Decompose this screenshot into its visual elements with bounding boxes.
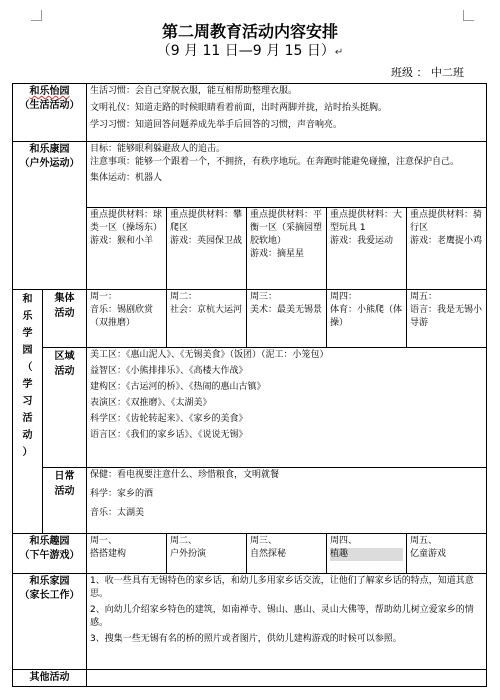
row-afternoon [13,534,487,574]
section-life-title: 和乐怡园 （生活活动） [13,84,87,142]
other-content [87,670,487,687]
row-learning-area [13,348,487,468]
family-line: 3、搜集一些无锡有名的桥的照片或者图片，供幼儿建构游戏的时候可以参照。 [90,634,402,644]
outdoor-info [87,142,487,208]
group-day-cell: 周四： 体育：小熊爬（体操） [327,290,407,348]
group-day-cell: 周五： 语言：我是无锡小导游 [407,290,487,348]
area-content [87,348,487,468]
daily-line: 科学：家乡的酒 [90,489,154,499]
class-label: 班级 ： 中二班 [391,66,464,79]
area-line: 科学区：《齿轮转起来》、《家乡的美食》 [90,414,248,424]
row-learning-group [13,290,487,348]
area-line: 表演区：《双推磨》、《太湖美》 [90,398,212,408]
page-title: 第二周教育活动内容安排 [161,22,338,41]
afternoon-day-cell: 周二、 户外扮演 [167,534,247,574]
daily-line: 音乐：太湖美 [90,508,145,518]
row-outdoor-info [13,142,487,208]
outdoor-station: 重点提供材料：大型玩具 1 游戏：我爱运动 [327,208,407,290]
row-family [13,574,487,670]
outdoor-goal: 目标：能够眼利躲避敌人的追击。 [90,144,226,154]
margin-corner-mark-right [463,10,474,21]
area-line: 建构区：《古运河的桥》、《热闹的惠山古镇》 [90,382,266,392]
section-afternoon-title: 和乐趣园 （下午游戏） [13,534,87,574]
area-line: 美工区：《惠山泥人》、《无锡美食》（饭团）（泥工：小笼包） [90,350,329,360]
margin-corner-mark-left [31,10,42,21]
group-day-cell: 周一： 音乐：锡剧欣赏（双推磨） [87,290,167,348]
family-content [87,574,487,670]
outdoor-station: 重点提供材料：攀爬区 游戏：英园保卫战 [167,208,247,290]
area-line: 语言区：《我们的家乡话》、《说说无锡》 [90,430,248,440]
life-line: 学习习惯：知道回答问题养成先举手后回答的习惯，声音响亮。 [90,120,343,130]
afternoon-day-cell: 周一、 搭搭建构 [87,534,167,574]
outdoor-station: 重点提供材料：平衡一区（采摘园塑胶软地） 游戏：摘星星 [247,208,327,290]
afternoon-day-cell: 周四、 植趣 [327,534,407,574]
section-learning-title: 和 乐 学 园 （ 学 习 活 动 ） [13,290,43,534]
daily-content [87,468,487,534]
page-subtitle: （9 月 11 日—9 月 15 日）↵ [156,43,344,59]
family-line: 1、收一些具有无锡特色的家乡话，和幼儿多用家乡话交流，让他们了解家乡话的特点，知道其意思。 [90,576,474,599]
group-day-cell: 周二： 社会：京杭大运河 [167,290,247,348]
life-line: 文明礼仪：知道走路的时候眼睛看着前面，出时两脚并拢，站时抬头挺胸。 [90,103,388,113]
life-content [87,84,487,142]
outdoor-notice: 注意事项：能够一个跟着一个，不拥挤，有秩序地玩。在奔跑时能避免碰撞，注意保护自己。 [90,157,460,167]
row-learning-daily [13,468,487,534]
row-other [13,670,487,687]
section-other-title: 其他活动 [13,670,87,687]
daily-line: 保健：看电视要注意什么、珍惜粮食，文明就餐 [90,470,280,480]
afternoon-day-cell: 周五、 亿童游戏 [407,534,487,574]
outdoor-station: 重点提供材料：骑行区 游戏：老鹰捉小鸡 [407,208,487,290]
outdoor-station: 重点提供材料：球类一区（操场东） 游戏：猴和小羊 [87,208,167,290]
group-day-cell: 周三： 美术：最美无锡景 [247,290,327,348]
family-line: 2、向幼儿介绍家乡特色的建筑，如南禅寺、锡山、惠山、灵山大佛等，帮助幼儿树立爱家乡的情感。 [90,605,474,628]
row-life [13,84,487,142]
outdoor-group: 集体运动：机器人 [90,173,163,183]
schedule-table [12,83,487,687]
learning-area-label: 区域 活动 [43,348,87,468]
learning-daily-label: 日常 活动 [43,468,87,534]
area-line: 益智区：《小熊排排乐》、《高楼大作战》 [90,366,248,376]
section-outdoor-title: 和乐康园 （户外运动） [13,142,87,290]
life-line: 生活习惯：会自己穿脱衣服，能互相帮助整理衣服。 [90,86,298,96]
afternoon-day-cell: 周三、 自然探秘 [247,534,327,574]
section-family-title: 和乐家园 （家长工作） [13,574,87,670]
paragraph-mark-icon: ↵ [334,47,344,58]
learning-group-label: 集体 活动 [43,290,87,348]
